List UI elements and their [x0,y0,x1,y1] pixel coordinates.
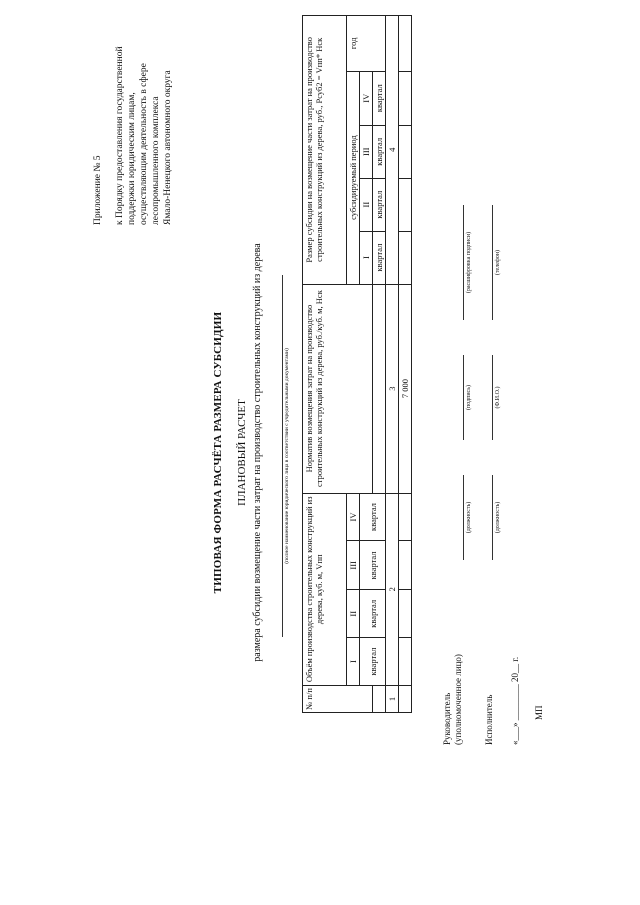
table-cell [399,685,412,712]
signature-hint: (подпись) [466,385,472,410]
table-cell [399,16,412,72]
table-cell [399,231,412,284]
quarter-label: II [360,178,373,231]
date-line: «___» ________ 20__ г. [510,656,520,745]
organization-name-hint: (полное наименование юридического лица в соответствии с учредительными документами) [284,348,290,564]
quarter-label: IV [360,71,373,125]
quarter-label: II [347,590,360,638]
appendix-block [92,15,174,225]
decoding-line [463,205,464,320]
quarter-word: квартал [360,638,386,686]
signature-line [463,355,464,440]
quarter-word: квартал [373,71,386,125]
column-number: 3 [386,284,399,493]
table-cell [399,638,412,686]
quarter-word: квартал [373,231,386,284]
header-norm: Норматив возмещения затрат на производство строительных конструкций из дерева, руб./куб. м, Нск [303,284,373,493]
appendix-number: Приложение № 5 [93,155,103,225]
table-cell [399,178,412,231]
executor-position-hint: (должность) [495,501,501,534]
empty-cell [373,685,386,712]
calculation-subject: размера субсидии возмещение части затрат на производство строительных конструкций из дерева [252,243,263,662]
stamp-place: МП [534,705,544,720]
quarter-label: III [347,541,360,590]
table-cell [399,71,412,125]
head-label-line: (уполномоченное лицо) [453,654,463,745]
table-row [399,16,412,713]
empty-cell [373,284,386,493]
column-number: 1 [386,685,399,712]
quarter-word: квартал [373,125,386,178]
head-label-line: Руководитель [442,692,452,745]
quarter-label: I [360,231,373,284]
quarter-word: квартал [360,541,386,590]
fio-line [492,355,493,440]
appendix-line: лесопромышленного комплекса [151,96,161,225]
decoding-hint: (расшифровка подписи) [466,231,472,294]
appendix-line: к Порядку предоставления государственной [115,46,125,225]
header-number: № п/п [303,685,373,712]
appendix-line: поддержки юридическим лицам, [127,92,137,225]
appendix-line: осуществляющим деятельность в сфере [139,63,149,225]
executor-position-line [492,475,493,560]
quarter-label: IV [347,493,360,541]
quarter-word: квартал [360,493,386,541]
norm-value: 7 000 [399,284,412,493]
table-cell [399,493,412,541]
fio-hint: (Ф.И.О.) [495,386,501,409]
position-line [463,475,464,560]
table-cell [399,541,412,590]
phone-line [492,205,493,320]
column-number: 2 [386,493,399,685]
head-label [442,654,464,745]
header-subsidy: Размер субсидии на возмещение части затрат на производство строительных конструкций из дерева, руб., Рсуб2 = Vпп* Нск [303,16,347,285]
subsidized-period: субсидируемый период [347,71,360,284]
calculation-heading: ПЛАНОВЫЙ РАСЧЕТ [236,399,248,506]
phone-hint: (телефон) [495,249,501,276]
appendix-line: Ямало-Ненецкого автономного округа [163,70,173,225]
organization-name-line [282,275,283,637]
quarter-word: квартал [373,178,386,231]
quarter-word: квартал [360,590,386,638]
calculation-table [302,15,412,713]
table-cell [399,125,412,178]
quarter-label: III [360,125,373,178]
column-number: 4 [386,16,399,285]
header-year: год [347,16,386,72]
position-hint: (должность) [466,501,472,534]
header-volume: Объём производства строительных конструкций из дерева, куб. м, Vпп [303,493,347,685]
quarter-label: I [347,638,360,686]
document-title: ТИПОВАЯ ФОРМА РАСЧЁТА РАЗМЕРА СУБСИДИИ [212,311,224,594]
executor-label: Исполнитель [484,694,494,745]
table-cell [399,590,412,638]
